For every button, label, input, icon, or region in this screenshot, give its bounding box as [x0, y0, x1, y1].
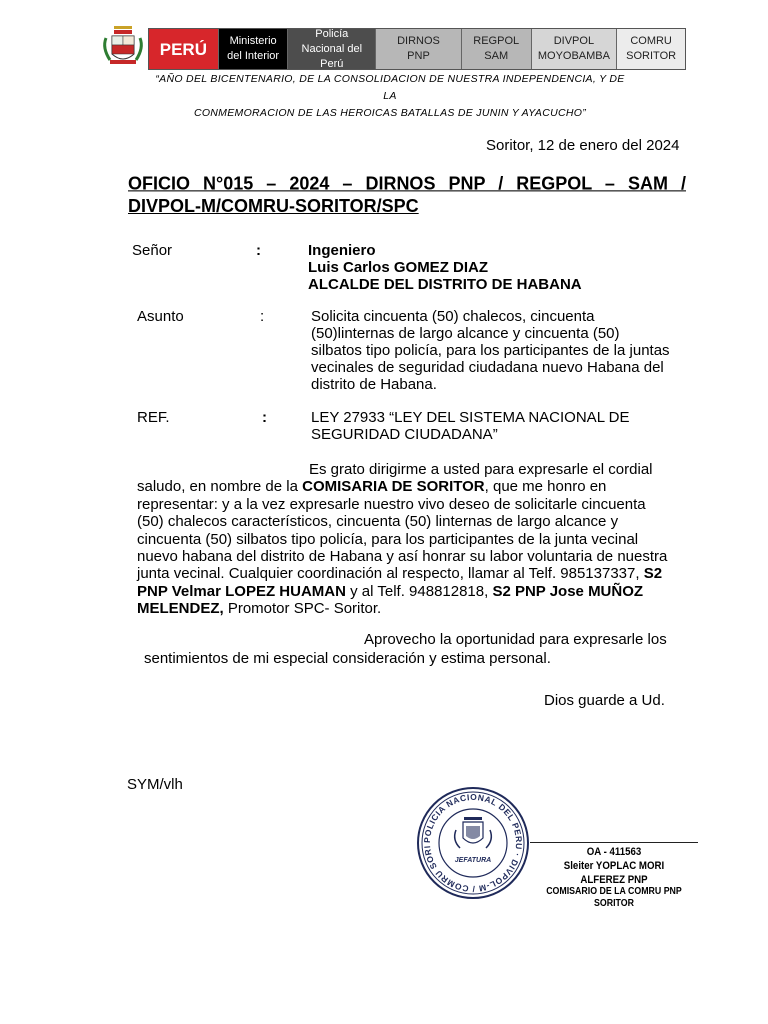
recipient-name: Luis Carlos GOMEZ DIAZ: [308, 259, 489, 276]
header-divpol: DIVPOL MOYOBAMBA: [532, 29, 618, 69]
header-regpol: REGPOL SAM: [462, 29, 532, 69]
oficio-reference-line2: DIVPOL-M/COMRU-SORITOR/SPC: [128, 196, 419, 216]
signature-name: Sleiter YOPLAC MORI: [563, 860, 665, 872]
ref-label: REF.: [137, 409, 170, 426]
farewell: Dios guarde a Ud.: [544, 692, 665, 709]
header-dirnos: DIRNOS PNP: [376, 29, 462, 69]
place-date: Soritor, 12 de enero del 2024: [486, 137, 680, 154]
header-comru: COMRU SORITOR: [617, 29, 685, 69]
recipient-title: Ingeniero: [308, 242, 376, 259]
initials: SYM/vlh: [127, 776, 183, 793]
header-ministerio: Ministerio del Interior: [219, 29, 289, 69]
ref-text: LEY 27933 “LEY DEL SISTEMA NACIONAL DE SEGURIDAD CIUDADANA”: [311, 409, 630, 443]
asunto-colon: :: [260, 308, 265, 325]
recipient-colon: :: [256, 242, 261, 259]
seal-ring-text: POLICIA NACIONAL DEL PERU · DIVPOL-M / COMRU SORI: [421, 791, 525, 895]
recipient-label: Señor: [132, 242, 173, 259]
body-paragraph: Es grato dirigirme a usted para expresarle el cordial saludo, en nombre de la COMISARIA DE SORITOR, que me honro en representar: y a la vez expresarle nuestro vivo deseo de solicitarle cincuenta (50) chalecos característicos, cincuenta (50) linternas de largo alcance y cincuenta (50) silbatos tipo policía, para los participantes de la junta vecinal nuevo habana del distrito de Habana y así honrar su labor voluntaria de nuestra junta vecinal. Cualquier coordinación al respecto, llamar al Telf. 985137337, S2 PNP Velmar LOPEZ HUAMAN y al Telf. 948812818, S2 PNP Jose MUÑOZ MELENDEZ, Promotor SPC- Soritor.: [137, 461, 668, 618]
peru-coat-of-arms-icon: [100, 24, 146, 70]
asunto-label: Asunto: [137, 308, 184, 325]
ref-colon: :: [262, 409, 267, 426]
oficio-reference-line1: OFICIO N°015 – 2024 – DIRNOS PNP / REGPOL – SAM /: [128, 172, 686, 194]
institutional-header-band: [148, 28, 686, 70]
closing-paragraph: Aprovecho la oportunidad para expresarle los sentimientos de mi especial consideración y estima personal.: [144, 631, 667, 667]
year-motto: “AÑO DEL BICENTENARIO, DE LA CONSOLIDACION DE NUESTRA INDEPENDENCIA, Y DE LA CONMEMORACION DE LAS HEROICAS BATALLAS DE JUNIN Y AYACUCHO”: [155, 73, 625, 119]
signature-block: [540, 845, 688, 887]
asunto-text: Solicita cincuenta (50) chalecos, cincuenta (50)linternas de largo alcance y cincuenta (50) silbatos tipo policía, para los participantes de la juntas vecinales de seguridad ciudadana nuevo Habana del distrito de Habana.: [311, 308, 670, 393]
header-policia: Policía Nacional del Perú: [288, 29, 376, 69]
svg-text:POLICIA NACIONAL DEL PERU · DI: [416, 786, 524, 894]
signature-rank: ALFEREZ PNP: [580, 874, 648, 886]
signature-line: [530, 842, 698, 843]
header-peru: PERÚ: [149, 29, 219, 69]
signature-position: COMISARIO DE LA COMRU PNP SORITOR: [546, 886, 682, 909]
police-seal-stamp: [416, 786, 530, 900]
recipient-block: [308, 242, 582, 293]
recipient-position: ALCALDE DEL DISTRITO DE HABANA: [308, 276, 582, 293]
signature-code: OA - 411563: [586, 846, 642, 858]
seal-center-text: JEFATURA: [454, 857, 492, 864]
